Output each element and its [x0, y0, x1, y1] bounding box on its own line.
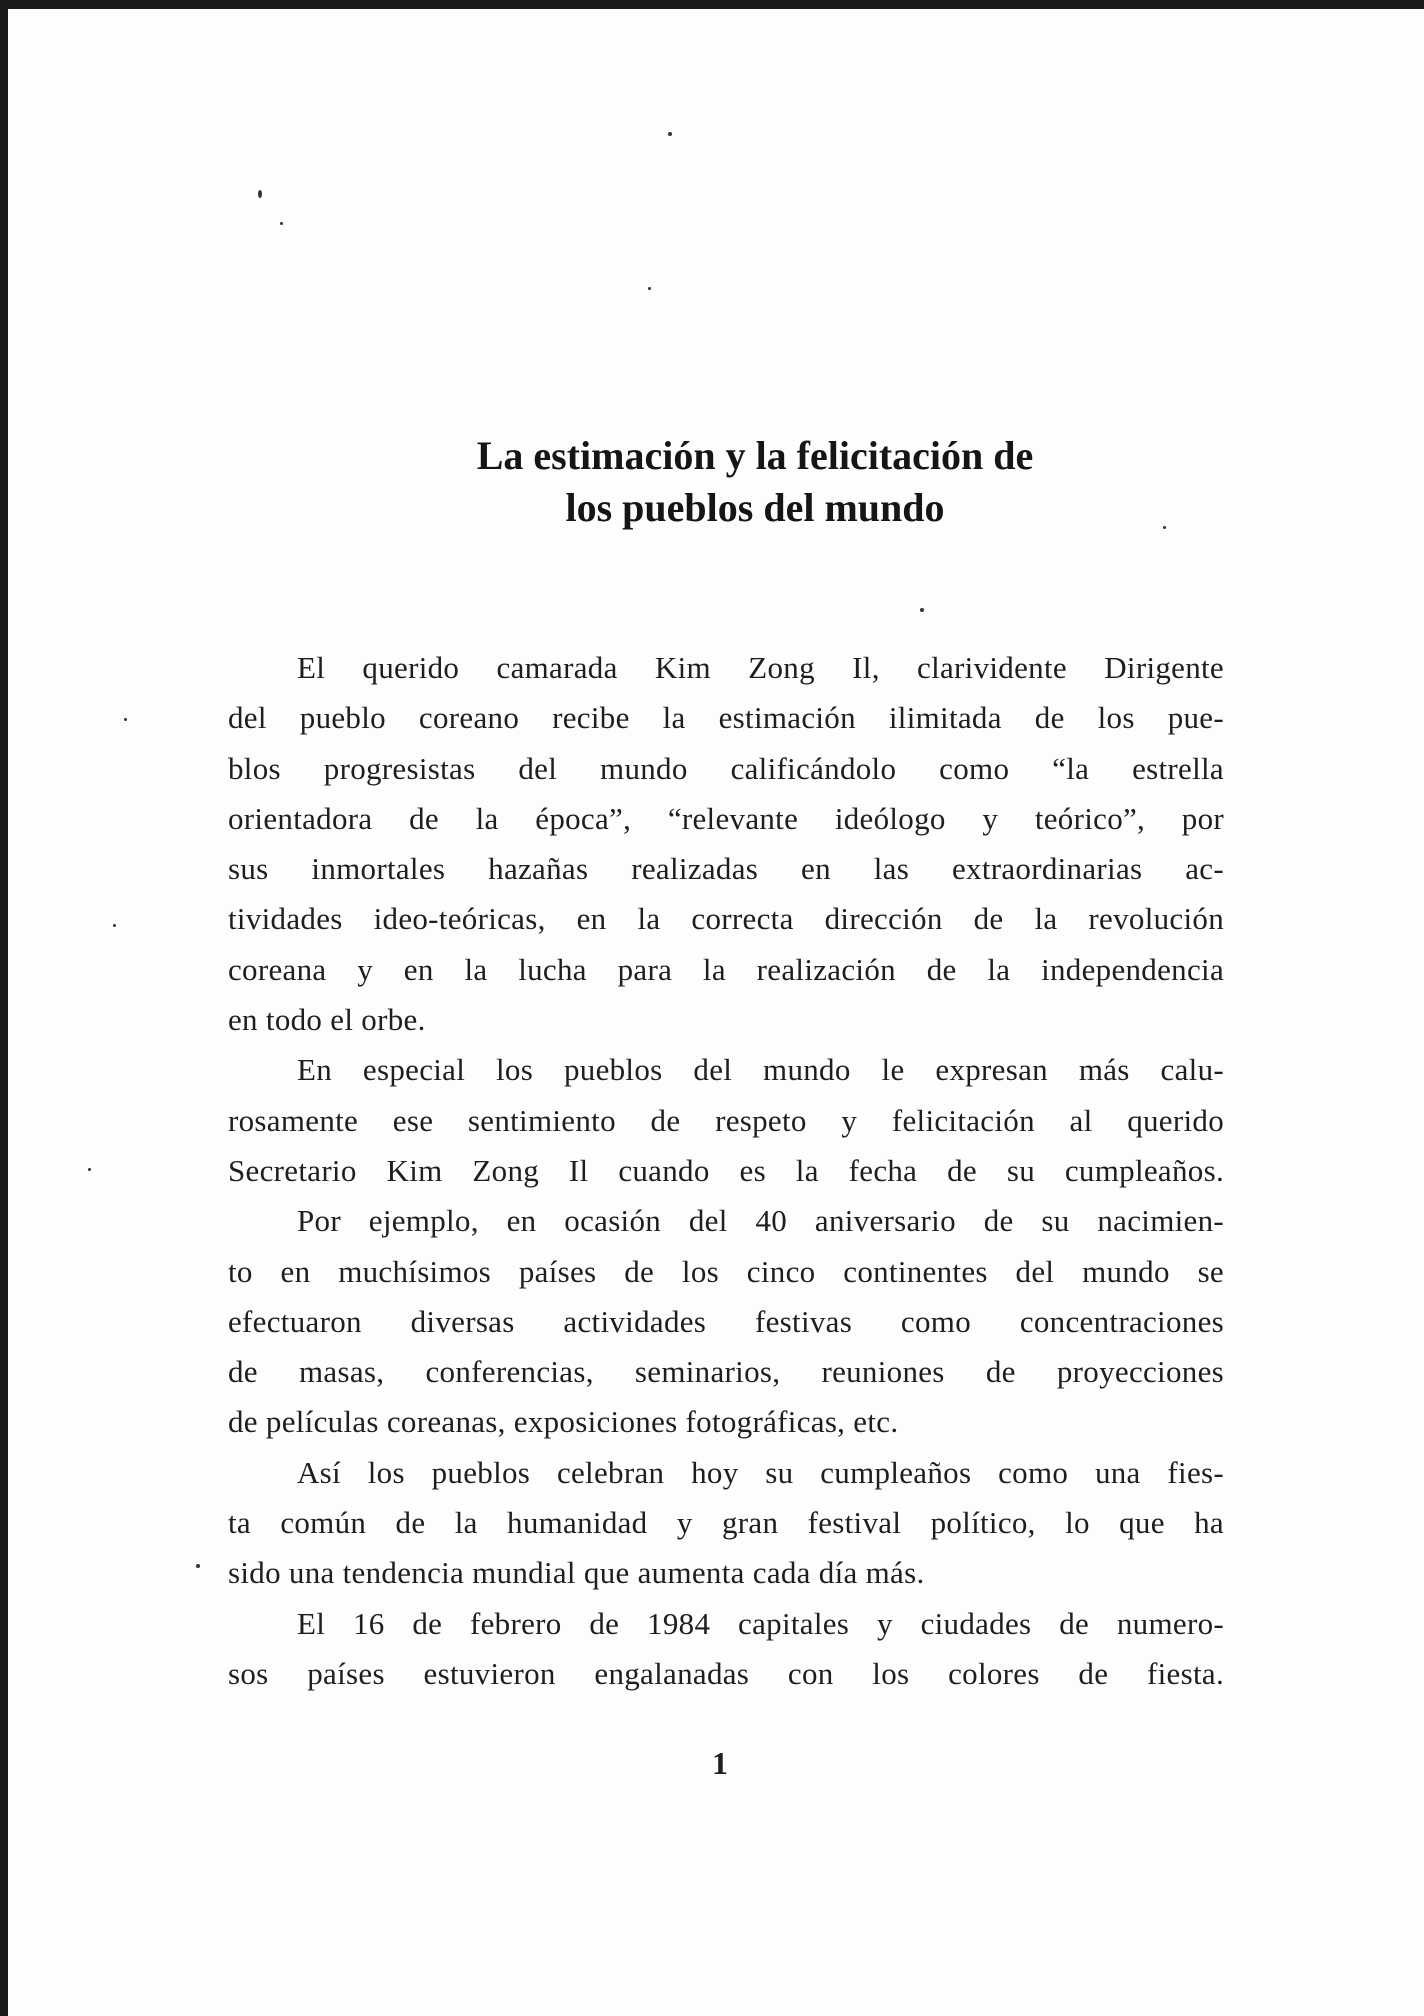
text-line: rosamente ese sentimiento de respeto y felicitación al querido	[228, 1102, 1224, 1138]
scan-speck	[280, 222, 283, 225]
text-line: sos países estuvieron engalanadas con los colores de fiesta.	[228, 1655, 1224, 1691]
scan-speck	[88, 1168, 91, 1171]
text-line: orientadora de la época”, “relevante ideólogo y teórico”, por	[228, 800, 1224, 836]
text-line: El querido camarada Kim Zong Il, clarividente Dirigente	[297, 650, 1224, 685]
text-line: Así los pueblos celebran hoy su cumpleaños como una fies-	[297, 1454, 1224, 1490]
title-line-2: los pueblos del mundo	[565, 485, 945, 530]
scan-speck	[258, 190, 262, 198]
scan-speck	[668, 132, 672, 136]
text-line: del pueblo coreano recibe la estimación ilimitada de los pue-	[228, 700, 1224, 736]
scan-speck	[920, 608, 924, 612]
text-line: El 16 de febrero de 1984 capitales y ciudades de numero-	[297, 1605, 1224, 1641]
text-line: de masas, conferencias, seminarios, reuniones de proyecciones	[228, 1354, 1224, 1390]
text-line: efectuaron diversas actividades festivas como concentraciones	[228, 1303, 1224, 1339]
text-line: sus inmortales hazañas realizadas en las extraordinarias ac-	[228, 851, 1224, 887]
text-line: ta común de la humanidad y gran festival político, lo que ha	[228, 1505, 1224, 1541]
scan-speck	[648, 287, 651, 290]
body-text	[228, 643, 1224, 1699]
text-line: coreana y en la lucha para la realización de la independencia	[228, 951, 1224, 987]
text-line: en todo el orbe.	[228, 1002, 426, 1038]
page-number: 1	[712, 1745, 728, 1781]
scan-speck	[196, 1564, 200, 1568]
text-line: tividades ideo-teóricas, en la correcta dirección de la revolución	[228, 901, 1224, 937]
title-line-1: La estimación y la felicitación de	[476, 433, 1034, 478]
text-line: En especial los pueblos del mundo le expresan más calu-	[297, 1052, 1224, 1088]
scan-edge-top	[0, 0, 1424, 9]
document-title	[230, 430, 1230, 534]
text-line: to en muchísimos países de los cinco continentes del mundo se	[228, 1253, 1224, 1289]
text-line: blos progresistas del mundo calificándolo como “la estrella	[228, 750, 1224, 786]
text-line: sido una tendencia mundial que aumenta cada día más.	[228, 1555, 925, 1591]
scan-speck	[124, 718, 127, 721]
scan-edge-left	[0, 0, 8, 2016]
text-line: Secretario Kim Zong Il cuando es la fecha de su cumpleaños.	[228, 1152, 1224, 1188]
text-line: de películas coreanas, exposiciones fotográficas, etc.	[228, 1404, 899, 1440]
text-line: Por ejemplo, en ocasión del 40 aniversario de su nacimien-	[297, 1203, 1224, 1239]
scan-speck	[113, 924, 116, 927]
